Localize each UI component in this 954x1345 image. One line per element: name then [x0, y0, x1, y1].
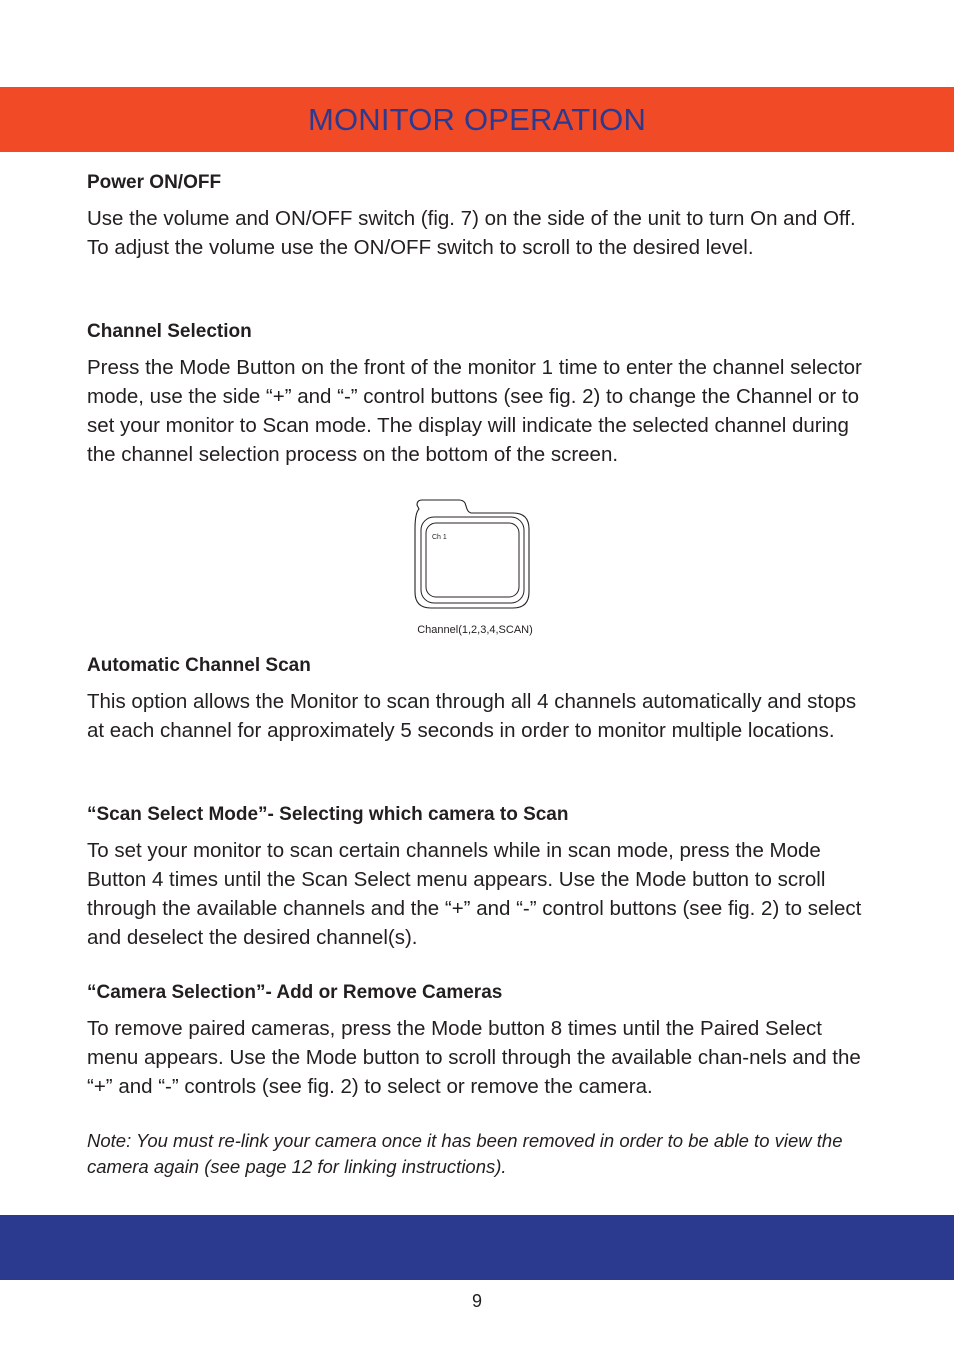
section-camera-selection: [87, 981, 872, 1101]
section-scan-select: [87, 803, 872, 952]
section-heading: Power ON/OFF: [87, 172, 222, 193]
monitor-channel-figure: [405, 497, 545, 645]
section-body: Use the volume and ON/OFF switch (fig. 7) on the side of the unit to turn On and Off. To adjust the volume use the ON/OFF switch to scroll to the desired level.: [87, 207, 856, 259]
section-header-band: [0, 87, 954, 152]
section-heading: “Scan Select Mode”- Selecting which camera to Scan: [87, 804, 569, 825]
section-body: This option allows the Monitor to scan through all 4 channels automatically and stops at each channel for approximately 5 seconds in order to monitor multiple locations.: [87, 690, 857, 742]
section-channel-selection: [87, 320, 872, 469]
note-text: Note: You must re-link your camera once it has been removed in order to be able to view the camera again (see page 12 for linking instructions).: [87, 1130, 843, 1177]
channel-label: Ch 1: [432, 534, 447, 541]
footer-band: [0, 1215, 954, 1280]
section-heading: Automatic Channel Scan: [87, 655, 311, 676]
note-block: [87, 1128, 872, 1180]
page-title: MONITOR OPERATION: [307, 101, 647, 137]
section-body: To remove paired cameras, press the Mode button 8 times until the Paired Select menu appears. Use the Mode button to scroll through the available chan-nels and the “+” and “-” controls (see fig. 2) to select or remove the camera.: [87, 1017, 861, 1098]
section-power: [87, 171, 872, 262]
section-heading: “Camera Selection”- Add or Remove Cameras: [87, 982, 503, 1003]
section-body: To set your monitor to scan certain channels while in scan mode, press the Mode Button 4 times until the Scan Select menu appears. Use the Mode button to scroll through the available channels and the “+” and “-” control buttons (see fig. 2) to select and deselect the desired channel(s).: [87, 839, 862, 949]
section-heading: Channel Selection: [87, 321, 252, 342]
section-automatic-scan: [87, 654, 872, 745]
figure-caption: Channel(1,2,3,4,SCAN): [417, 624, 533, 636]
monitor-outline-icon: [405, 497, 545, 622]
page-number: 9: [471, 1291, 482, 1311]
section-body: Press the Mode Button on the front of the monitor 1 time to enter the channel selector mode, use the side “+” and “-” control buttons (see fig. 2) to change the Channel or to set your monitor to Scan mode. The display will indicate the selected channel during the channel selection process on the bottom of the screen.: [87, 356, 862, 466]
